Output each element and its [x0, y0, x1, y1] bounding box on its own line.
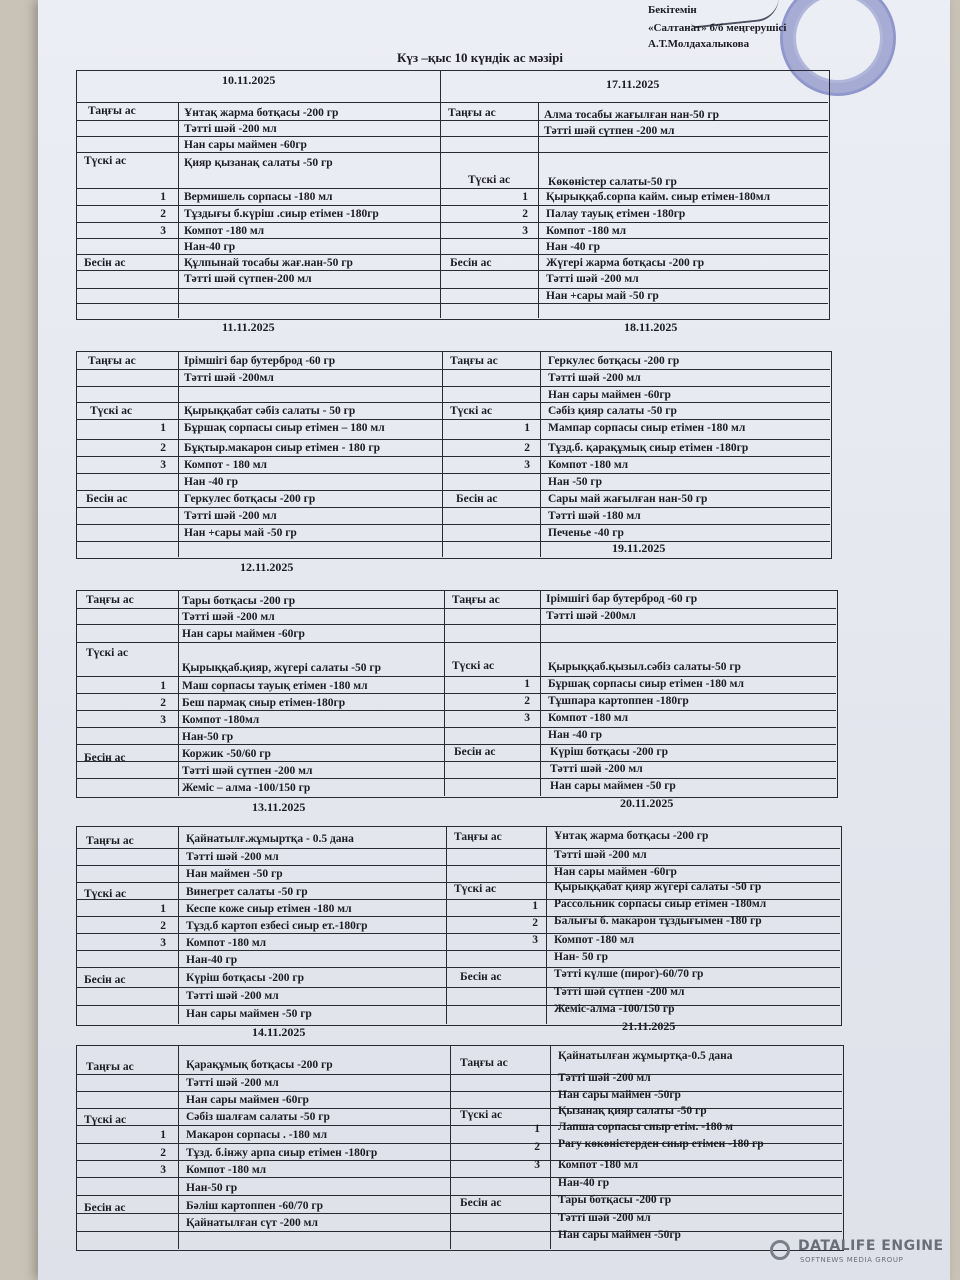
- menu-item: Нан сары маймен -60гр: [186, 1094, 309, 1106]
- item-number: 2: [522, 208, 528, 220]
- menu-item: Көкөністер салаты-50 гр: [548, 176, 677, 188]
- menu-item: Маш сорпасы тауық етімен -180 мл: [182, 680, 368, 692]
- menu-item: Күріш ботқасы -200 гр: [186, 972, 305, 984]
- menu-item: Нан -40 гр: [548, 729, 603, 741]
- date-label: 12.11.2025: [240, 560, 294, 574]
- item-number: 1: [160, 903, 166, 915]
- lunch-label: Түскі ас: [84, 888, 127, 900]
- menu-item: Қайнатылған сүт -200 мл: [186, 1217, 318, 1229]
- menu-item: Тәтті шәй -200 мл: [186, 990, 279, 1002]
- lunch-label: Түскі ас: [86, 647, 129, 659]
- menu-item: Тұзд.б. қарақұмық сиыр етімен -180гр: [548, 442, 749, 454]
- snack-label: Бесін ас: [84, 1202, 126, 1214]
- date-label: 18.11.2025: [624, 320, 678, 334]
- menu-item: Нан -40 гр: [184, 476, 239, 488]
- item-number: 2: [160, 1147, 166, 1159]
- item-number: 1: [522, 191, 528, 203]
- menu-item: Тәтті шәй -200 мл: [554, 849, 647, 861]
- snack-label: Бесін ас: [86, 493, 128, 505]
- item-number: 3: [534, 1159, 540, 1171]
- snack-label: Бесін ас: [84, 752, 126, 764]
- menu-item: Тәтті шәй сүтпен -200 мл: [554, 986, 685, 998]
- menu-item: Алма тосабы жағылған нан-50 гр: [544, 109, 720, 121]
- item-number: 3: [160, 937, 166, 949]
- menu-item: Тұзд. б.інжу арпа сиыр етімен -180гр: [186, 1147, 378, 1159]
- menu-item: Тәтті шәй -200мл: [546, 610, 636, 622]
- item-number: 1: [524, 422, 530, 434]
- menu-item: Ірімшігі бар бутерброд -60 гр: [184, 355, 336, 367]
- menu-item: Нан -50 гр: [548, 476, 603, 488]
- item-number: 1: [160, 422, 166, 434]
- menu-item: Тәтті күлше (пирог)-60/70 гр: [554, 968, 704, 980]
- menu-item: Винегрет салаты -50 гр: [186, 886, 308, 898]
- item-number: 2: [532, 917, 538, 929]
- menu-item: Тары ботқасы -200 гр: [558, 1194, 672, 1206]
- menu-item: Жүгері жарма ботқасы -200 гр: [546, 257, 705, 269]
- menu-item: Компот -180 мл: [558, 1159, 639, 1171]
- menu-item: Лапша сорпасы сиыр етім. -180 м: [558, 1121, 734, 1133]
- item-number: 1: [160, 680, 166, 692]
- breakfast-label: Таңғы ас: [86, 835, 134, 847]
- snack-label: Бесін ас: [84, 257, 126, 269]
- menu-item: Ірімшігі бар бутерброд -60 гр: [546, 593, 698, 605]
- date-label: 14.11.2025: [252, 1025, 306, 1039]
- item-number: 3: [160, 225, 166, 237]
- menu-item: Тәтті шәй -200 мл: [546, 273, 639, 285]
- snack-label: Бесін ас: [454, 746, 496, 758]
- item-number: 3: [160, 1164, 166, 1176]
- item-number: 2: [524, 695, 530, 707]
- menu-item: Қияр қызанақ салаты -50 гр: [184, 157, 333, 169]
- breakfast-label: Таңғы ас: [88, 105, 136, 117]
- menu-item: Нан-40 гр: [186, 954, 238, 966]
- menu-item: Бұқтыр.макарон сиыр етімен - 180 гр: [184, 442, 381, 454]
- lunch-label: Түскі ас: [468, 174, 511, 186]
- menu-item: Печенье -40 гр: [548, 527, 624, 539]
- menu-item: Компот -180мл: [182, 714, 260, 726]
- menu-item: Нан сары маймен -60гр: [554, 866, 677, 878]
- breakfast-label: Таңғы ас: [88, 355, 136, 367]
- menu-item: Макарон сорпасы . -180 мл: [186, 1129, 328, 1141]
- breakfast-label: Таңғы ас: [454, 831, 502, 843]
- menu-item: Бұршақ сорпасы сиыр етімен -180 мл: [548, 678, 744, 690]
- menu-item: Нан- 50 гр: [554, 951, 609, 963]
- item-number: 2: [160, 442, 166, 454]
- menu-item: Нан сары маймен -60гр: [548, 389, 671, 401]
- menu-item: Компот -180 мл: [548, 712, 629, 724]
- lunch-label: Түскі ас: [460, 1109, 503, 1121]
- menu-item: Ұнтақ жарма ботқасы -200 гр: [554, 830, 709, 842]
- item-number: 1: [160, 1129, 166, 1141]
- item-number: 3: [524, 459, 530, 471]
- date-label: 17.11.2025: [606, 77, 660, 91]
- snack-label: Бесін ас: [460, 971, 502, 983]
- item-number: 2: [160, 920, 166, 932]
- menu-item: Тәтті шәй сүтпен -200 мл: [544, 125, 675, 137]
- lunch-label: Түскі ас: [452, 660, 495, 672]
- snack-label: Бесін ас: [456, 493, 498, 505]
- menu-item: Нан-40 гр: [558, 1177, 610, 1189]
- menu-item: Құлпынай тосабы жағ.нан-50 гр: [184, 257, 353, 269]
- menu-item: Жеміс – алма -100/150 гр: [182, 782, 311, 794]
- menu-item: Геркулес ботқасы -200 гр: [548, 355, 680, 367]
- menu-item: Балығы б. макарон тұздығымен -180 гр: [554, 915, 762, 927]
- menu-item: Қарақұмық ботқасы -200 гр: [186, 1059, 333, 1071]
- menu-item: Компот -180 мл: [186, 1164, 267, 1176]
- date-label: 13.11.2025: [252, 800, 306, 814]
- menu-item: Сәбіз шалғам салаты -50 гр: [186, 1111, 330, 1123]
- item-number: 3: [522, 225, 528, 237]
- breakfast-label: Таңғы ас: [86, 1061, 134, 1073]
- menu-item: Нан сары маймен -60гр: [184, 139, 307, 151]
- menu-item: Қырыққабат қияр жүгері салаты -50 гр: [554, 881, 762, 893]
- site-watermark: [770, 1236, 950, 1272]
- item-number: 3: [524, 712, 530, 724]
- menu-item: Тәтті шәй -200 мл: [182, 611, 275, 623]
- snack-label: Бесін ас: [450, 257, 492, 269]
- menu-item: Тұздығы б.күріш .сиыр етімен -180гр: [184, 208, 379, 220]
- menu-item: Тәтті шәй -200 мл: [548, 372, 641, 384]
- menu-item: Мампар сорпасы сиыр етімен -180 мл: [548, 422, 746, 434]
- breakfast-label: Таңғы ас: [452, 594, 500, 606]
- menu-item: Рассольник сорпасы сиыр етімен -180мл: [554, 898, 767, 910]
- menu-item: Тәтті шәй -200 мл: [186, 1077, 279, 1089]
- menu-item: Тәтті шәй сүтпен-200 мл: [184, 273, 312, 285]
- menu-item: Нан маймен -50 гр: [186, 868, 283, 880]
- page-title: Күз –қыс 10 күндік ас мәзірі: [396, 50, 564, 65]
- breakfast-label: Таңғы ас: [86, 594, 134, 606]
- menu-item: Компот -180 мл: [548, 459, 629, 471]
- date-label: 19.11.2025: [612, 541, 666, 555]
- date-label: 10.11.2025: [222, 73, 276, 87]
- menu-item: Нан-50 гр: [182, 731, 234, 743]
- menu-item: Коржик -50/60 гр: [182, 748, 271, 760]
- snack-label: Бесін ас: [460, 1197, 502, 1209]
- menu-item: Нан-50 гр: [186, 1182, 238, 1194]
- menu-item: Рагу көкөністерден сиыр етімен -180 гр: [558, 1138, 764, 1150]
- menu-item: Вермишель сорпасы -180 мл: [184, 191, 333, 203]
- head-name: А.Т.Молдахалыкова: [648, 38, 750, 50]
- menu-item: Қырыққаб.сорпа кайм. сиыр етімен-180мл: [546, 191, 771, 203]
- menu-item: Компот - 180 мл: [184, 459, 267, 471]
- menu-item: Нан сары маймен -60гр: [182, 628, 305, 640]
- item-number: 2: [160, 697, 166, 709]
- menu-item: Сәбіз қияр салаты -50 гр: [548, 405, 677, 417]
- menu-item: Жеміс-алма -100/150 гр: [554, 1003, 675, 1015]
- item-number: 2: [534, 1141, 540, 1153]
- menu-item: Тәтті шәй -200 мл: [184, 123, 277, 135]
- menu-item: Кеспе коже сиыр етімен -180 мл: [186, 903, 352, 915]
- menu-item: Нан сары маймен -50гр: [558, 1229, 681, 1241]
- item-number: 1: [532, 900, 538, 912]
- menu-item: Нан -40 гр: [546, 241, 601, 253]
- date-label: 20.11.2025: [620, 796, 674, 810]
- menu-item: Нан сары маймен -50 гр: [186, 1008, 312, 1020]
- menu-item: Қырыққаб.қияр, жүгері салаты -50 гр: [182, 662, 381, 674]
- item-number: 1: [160, 191, 166, 203]
- item-number: 3: [160, 459, 166, 471]
- menu-item: Тәтті шәй -200 мл: [558, 1072, 651, 1084]
- lunch-label: Түскі ас: [84, 1114, 127, 1126]
- menu-item: Компот -180 мл: [184, 225, 265, 237]
- date-label: 21.11.2025: [622, 1019, 676, 1033]
- item-number: 1: [534, 1123, 540, 1135]
- menu-item: Компот -180 мл: [546, 225, 627, 237]
- breakfast-label: Таңғы ас: [450, 355, 498, 367]
- menu-item: Тәтті шәй -180 мл: [548, 510, 641, 522]
- item-number: 3: [532, 934, 538, 946]
- menu-item: Тұшпара картоппен -180гр: [548, 695, 689, 707]
- watermark-title: DATALIFE ENGINE: [798, 1238, 944, 1254]
- breakfast-label: Таңғы ас: [460, 1057, 508, 1069]
- menu-item: Қайнатылған жұмыртқа-0.5 дана: [558, 1050, 733, 1062]
- menu-item: Компот -180 мл: [186, 937, 267, 949]
- snack-label: Бесін ас: [84, 974, 126, 986]
- item-number: 2: [160, 208, 166, 220]
- menu-item: Нан +сары май -50 гр: [546, 290, 659, 302]
- lunch-label: Түскі ас: [84, 155, 127, 167]
- menu-item: Нан сары маймен -50 гр: [550, 780, 676, 792]
- lunch-label: Түскі ас: [450, 405, 493, 417]
- watermark-subtitle: SOFTNEWS MEDIA GROUP: [800, 1256, 904, 1264]
- menu-item: Тәтті шәй -200 мл: [184, 510, 277, 522]
- menu-item: Тәтті шәй -200 мл: [186, 851, 279, 863]
- menu-item: Тәтті шәй сүтпен -200 мл: [182, 765, 313, 777]
- menu-item: Нан-40 гр: [184, 241, 236, 253]
- menu-item: Күріш ботқасы -200 гр: [550, 746, 669, 758]
- item-number: 3: [160, 714, 166, 726]
- item-number: 1: [524, 678, 530, 690]
- menu-item: Тәтті шәй -200 мл: [550, 763, 643, 775]
- approve-label: Бекітемін: [648, 4, 697, 16]
- menu-item: Тәтті шәй -200мл: [184, 372, 274, 384]
- lunch-label: Түскі ас: [90, 405, 133, 417]
- menu-item: Геркулес ботқасы -200 гр: [184, 493, 316, 505]
- menu-item: Беш пармақ сиыр етімен-180гр: [182, 697, 346, 709]
- org-label: «Салтанат» б/б меңгерушісі: [648, 22, 787, 34]
- menu-item: Сары май жағылған нан-50 гр: [548, 493, 708, 505]
- menu-item: Палау тауық етімен -180гр: [546, 208, 686, 220]
- menu-item: Нан сары маймен -50гр: [558, 1089, 681, 1101]
- menu-item: Қайнатылғ.жұмыртқа - 0.5 дана: [186, 833, 354, 845]
- lunch-label: Түскі ас: [454, 883, 497, 895]
- item-number: 2: [524, 442, 530, 454]
- menu-item: Тары ботқасы -200 гр: [182, 595, 296, 607]
- menu-item: Ұнтақ жарма ботқасы -200 гр: [184, 107, 339, 119]
- menu-item: Қырыққаб.қызыл.сәбіз салаты-50 гр: [548, 661, 741, 673]
- date-label: 11.11.2025: [222, 320, 275, 334]
- menu-item: Нан +сары май -50 гр: [184, 527, 297, 539]
- menu-item: Бұршақ сорпасы сиыр етімен – 180 мл: [184, 422, 385, 434]
- menu-item: Тұзд.б картоп езбесі сиыр ет.-180гр: [186, 920, 368, 932]
- menu-item: Тәтті шәй -200 мл: [558, 1212, 651, 1224]
- watermark-logo-icon: [770, 1240, 790, 1260]
- menu-item: Қырыққабат сәбіз салаты - 50 гр: [184, 405, 356, 417]
- menu-item: Қызанақ қияр салаты -50 гр: [558, 1105, 707, 1117]
- menu-item: Компот -180 мл: [554, 934, 635, 946]
- breakfast-label: Таңғы ас: [448, 107, 496, 119]
- menu-item: Бәліш картоппен -60/70 гр: [186, 1200, 324, 1212]
